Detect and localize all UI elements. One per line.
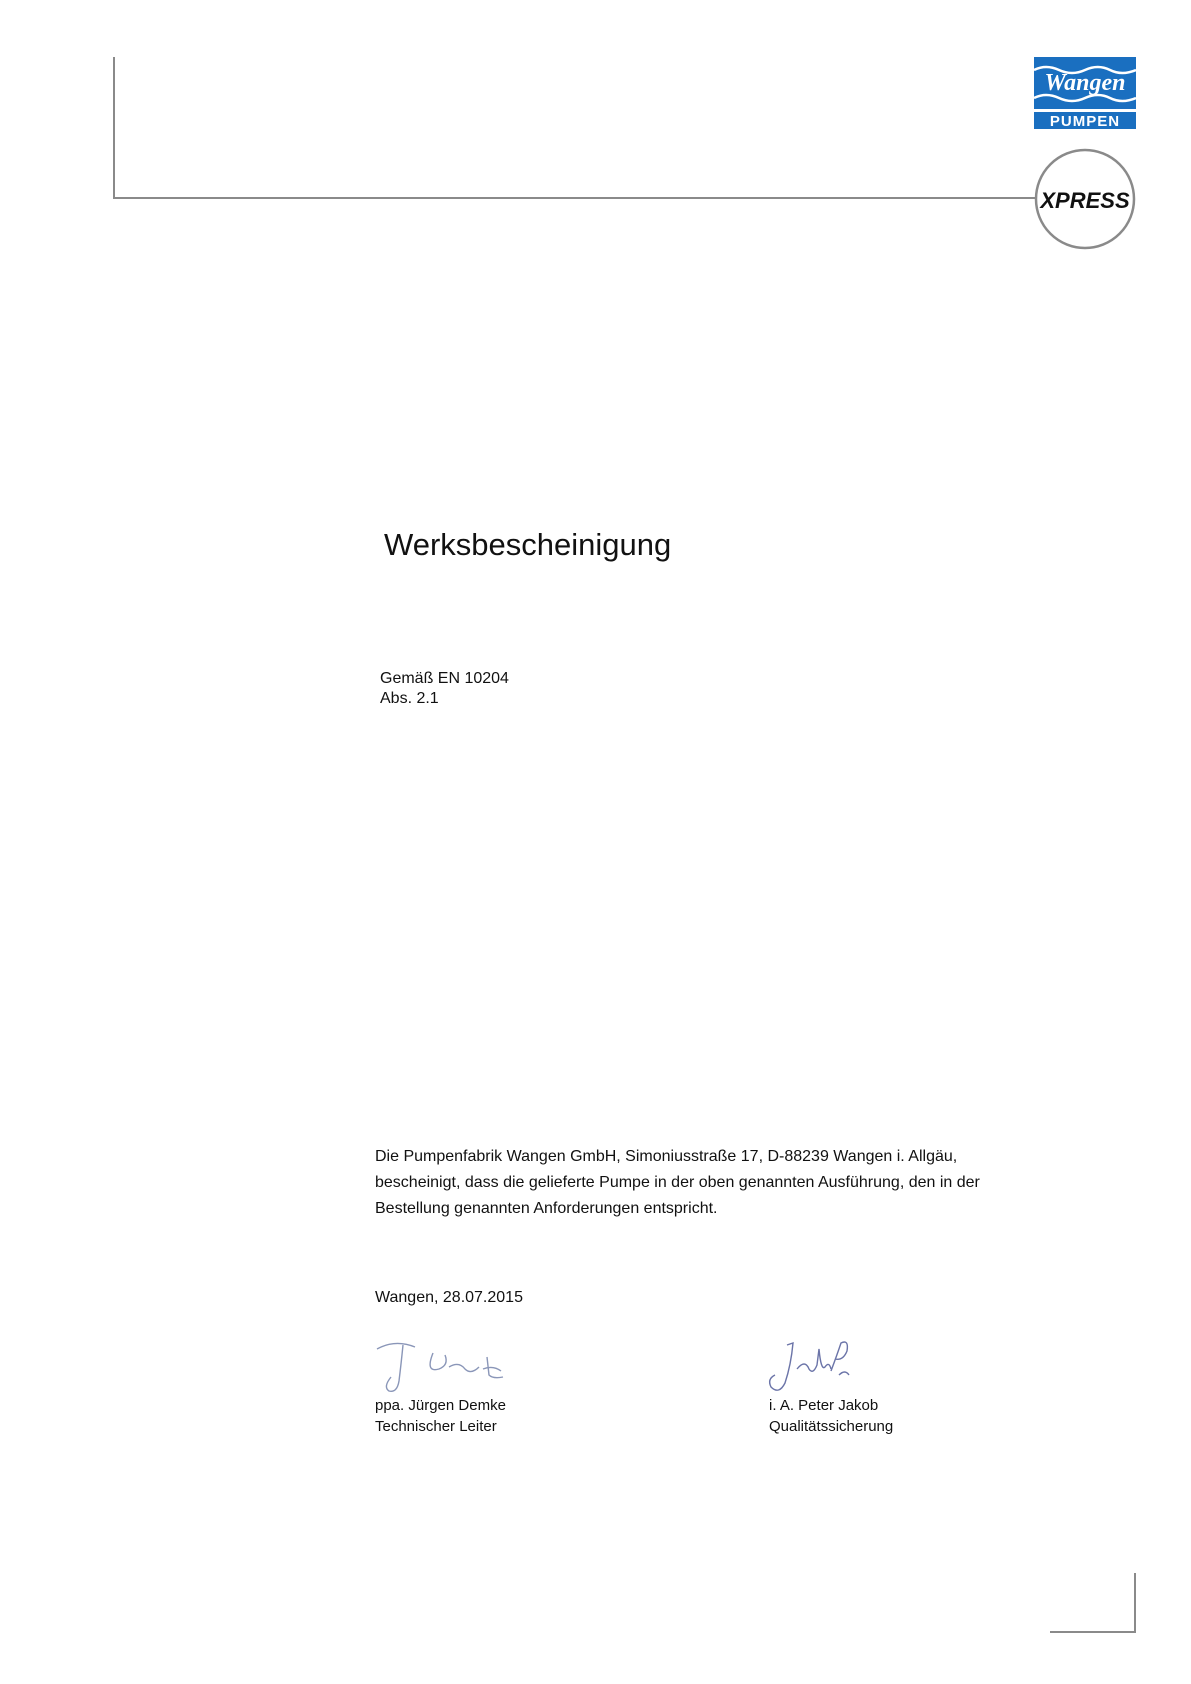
signatory-name: i. A. Peter Jakob [769,1397,879,1414]
place-and-date: Wangen, 28.07.2015 [375,1289,523,1306]
standard-paragraph: Abs. 2.1 [380,690,439,707]
signatory-role: Technischer Leiter [375,1418,497,1435]
frame-line-left [113,57,115,199]
document-title: Werksbescheinigung [384,527,672,562]
statement-line-3: Bestellung genannten Anforderungen entspricht. [375,1200,718,1217]
logo-brand-subtitle: PUMPEN [1049,113,1121,129]
signature-jakob [765,1335,925,1399]
signatory-right [769,1395,893,1437]
wangen-pumpen-logo [1034,57,1136,129]
xpress-badge-logo [1033,147,1137,251]
frame-line-top [113,197,1040,199]
signatory-role: Qualitätssicherung [769,1418,894,1435]
frame-corner-bottom-horizontal [1050,1631,1136,1633]
standard-reference [380,669,509,709]
certification-statement [375,1144,1035,1222]
statement-line-2: bescheinigt, dass die gelieferte Pumpe in der oben genannten Ausführung, den in der [375,1174,980,1191]
frame-corner-bottom-vertical [1134,1573,1136,1633]
logo-brand-name: Wangen [1044,70,1126,96]
badge-text: XPRESS [1040,188,1130,213]
signatory-left [375,1395,506,1437]
signature-demke [375,1335,535,1399]
signatory-name: ppa. Jürgen Demke [375,1397,506,1414]
statement-line-1: Die Pumpenfabrik Wangen GmbH, Simoniusstraße 17, D-88239 Wangen i. Allgäu, [375,1148,958,1165]
standard-line: Gemäß EN 10204 [380,670,509,687]
